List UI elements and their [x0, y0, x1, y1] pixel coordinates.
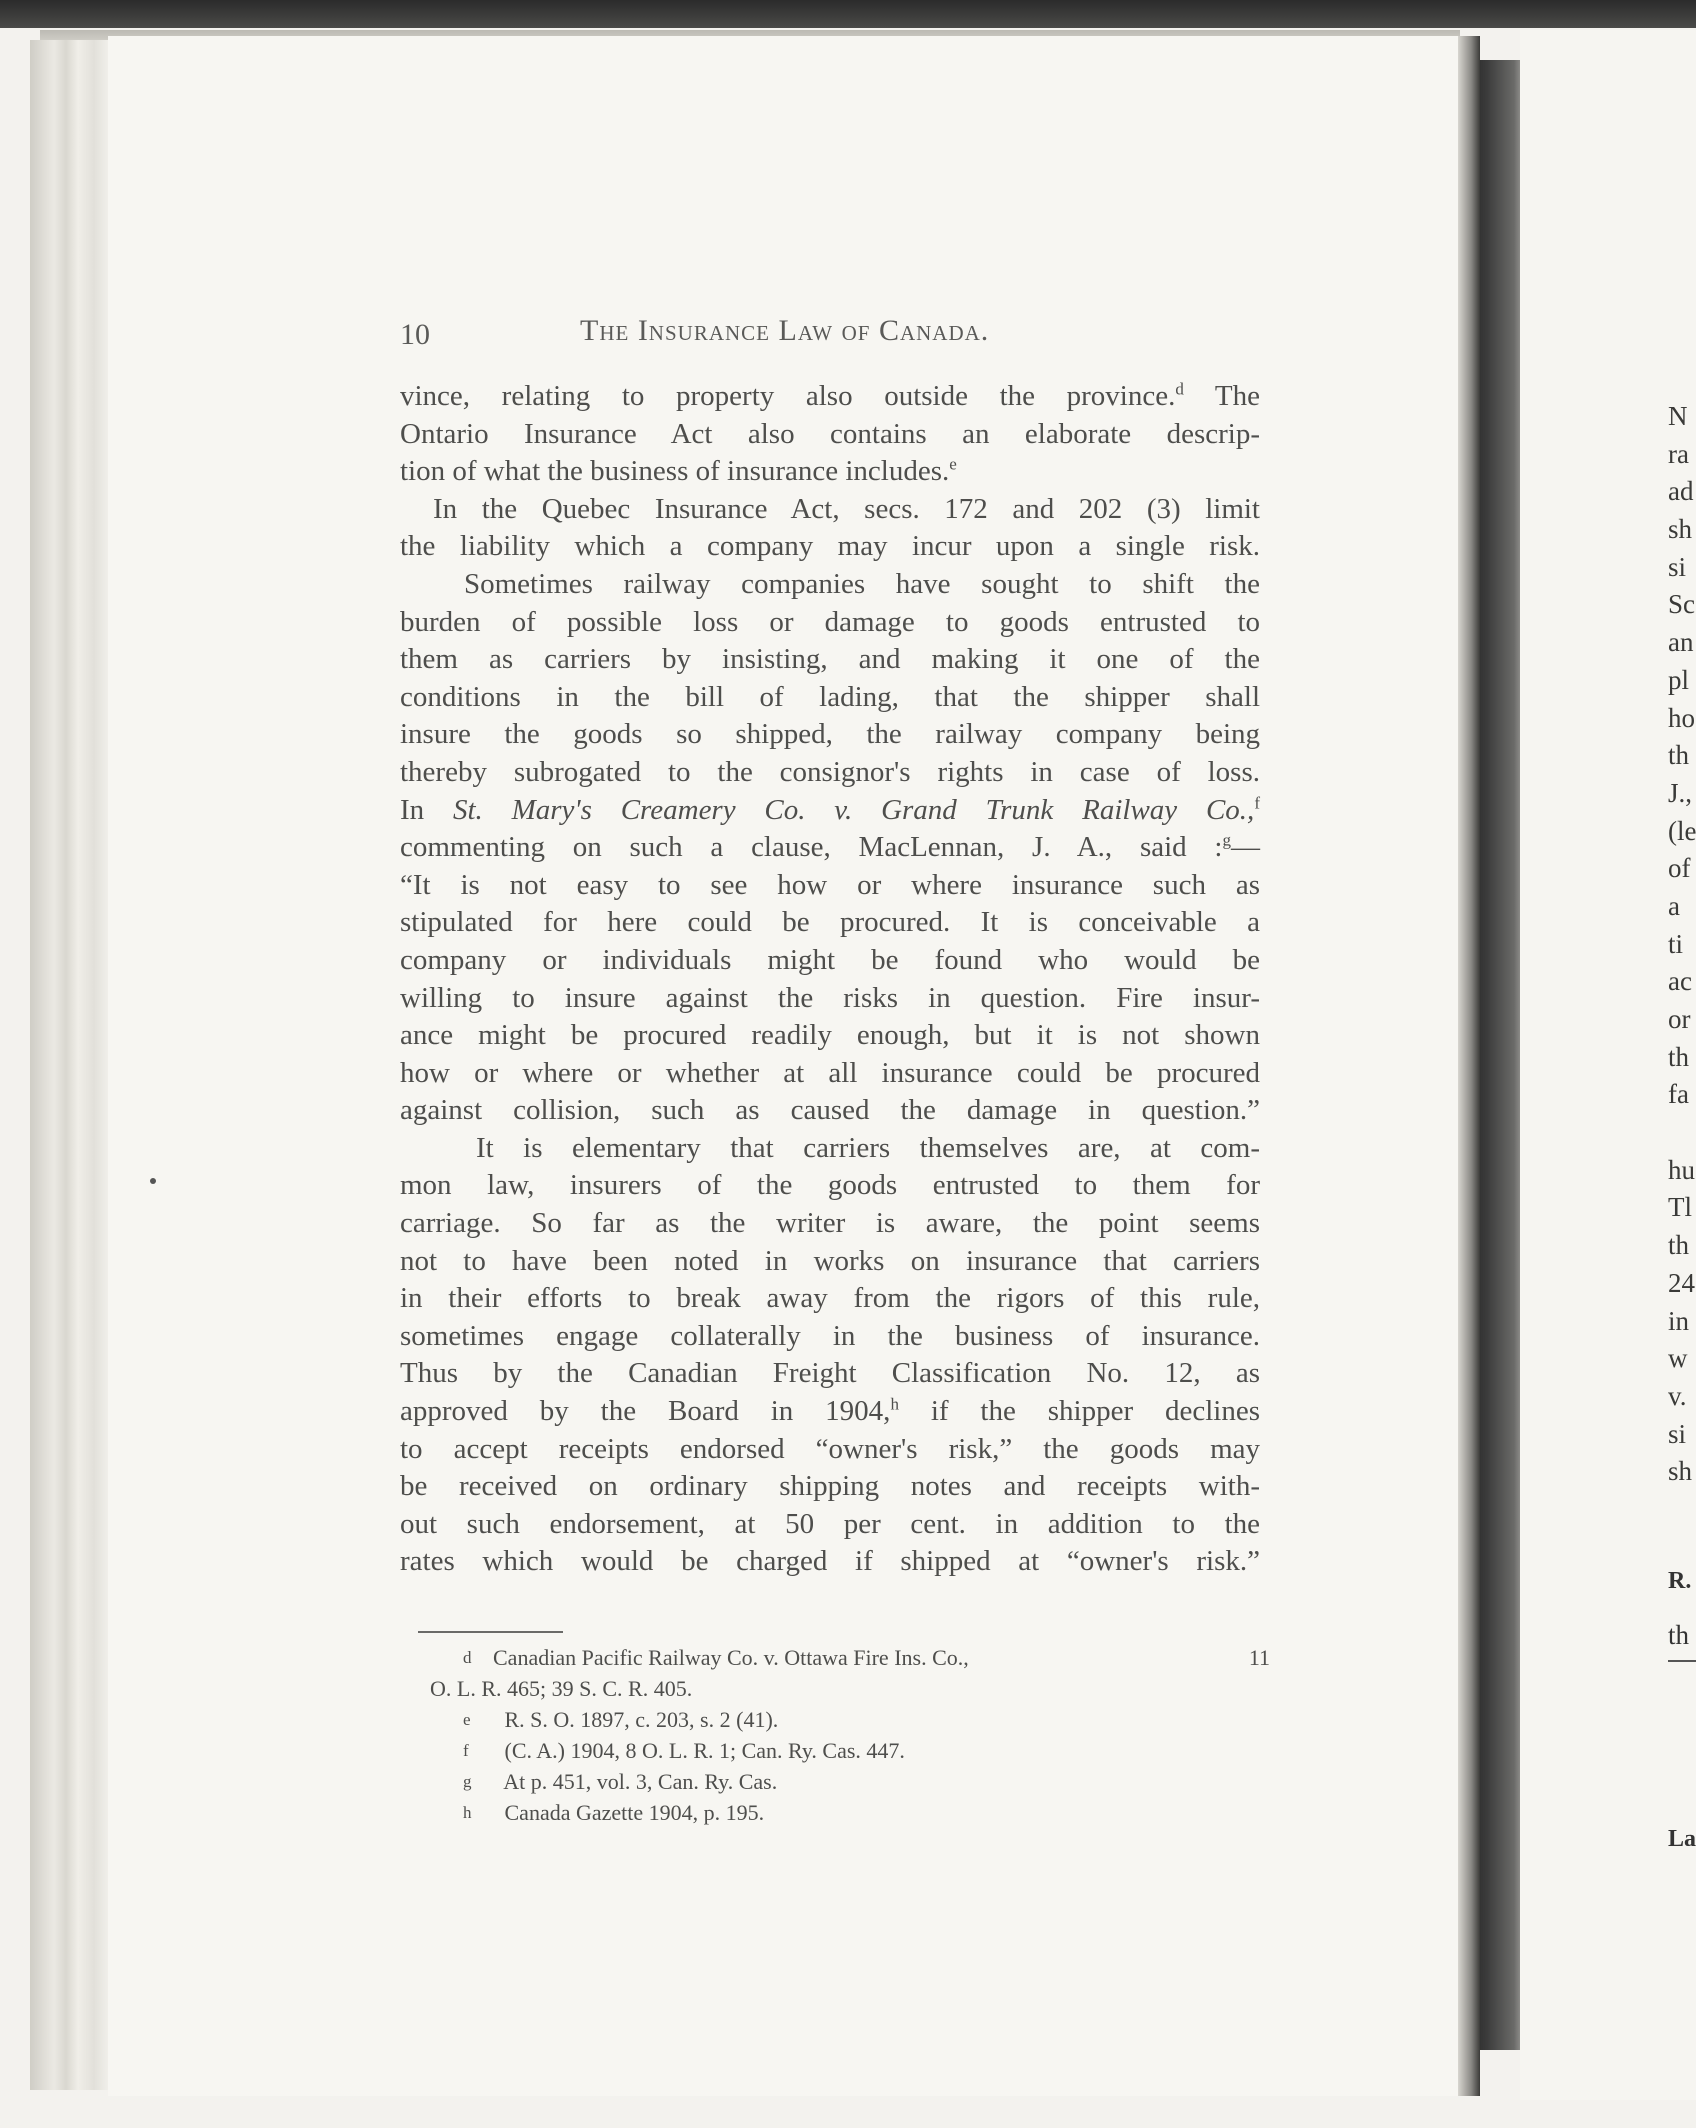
text-line: thereby subrogated to the consignor's rights in case of loss. — [400, 755, 1260, 788]
footnote-ref: g — [1222, 830, 1231, 850]
facing-page-fragment: sh — [1668, 1456, 1693, 1487]
text-line: Sometimes railway companies have sought to shift the — [464, 567, 1260, 600]
quote-line: company or individuals might be found who would be — [400, 943, 1260, 976]
facing-page-fragment: ad — [1668, 476, 1694, 507]
footnotes — [430, 1642, 1270, 1828]
text-line: sometimes engage collaterally in the business of insurance. — [400, 1319, 1260, 1352]
facing-page-fragment: 24 — [1668, 1267, 1695, 1298]
case-citation-line: In St. Mary's Creamery Co. v. Grand Trunk Railway Co.,$^f$ — [400, 792, 1260, 826]
facing-page-fragment: or — [1668, 1004, 1691, 1034]
facing-page-fragment: sh — [1668, 514, 1693, 545]
footnote-ref: d — [1175, 379, 1184, 399]
text-line: approved by the Board in 1904,$^h$ if the shipper declines — [400, 1394, 1261, 1428]
text-line: to accept receipts endorsed “owner's risk,” the goods may — [400, 1432, 1260, 1465]
text-line: Ontario Insurance Act also contains an elaborate descrip- — [400, 417, 1260, 450]
facing-page-fragment: ac — [1668, 966, 1692, 997]
facing-page-fragment: of — [1668, 853, 1691, 884]
facing-page-fragment: si — [1668, 551, 1687, 582]
text-line: tion of what the business of insurance includes.$^e$ — [400, 454, 957, 488]
text-line: out such endorsement, at 50 per cent. in addition to the — [400, 1507, 1260, 1540]
text-line: conditions in the bill of lading, that the shipper shall — [400, 680, 1260, 713]
facing-page-fragments — [1668, 398, 1696, 1491]
footnote-f: f (C. A.) 1904, 8 O. L. R. 1; Can. Ry. Cas. 447. — [430, 1735, 1270, 1766]
facing-page-fragment: (le — [1668, 815, 1696, 846]
facing-page-bottom-fragment: La — [1668, 1826, 1696, 1852]
body-text — [400, 378, 1260, 1581]
facing-page — [1520, 30, 1696, 2100]
page-number: 10 — [400, 318, 430, 351]
text-line: be received on ordinary shipping notes and receipts with- — [400, 1470, 1260, 1503]
text-line: the liability which a company may incur upon a single risk. — [400, 530, 1260, 563]
quote-line: how or where or whether at all insurance could be procured — [400, 1056, 1260, 1089]
footnote-h: h Canada Gazette 1904, p. 195. — [430, 1797, 1270, 1828]
text-line: rates which would be charged if shipped at “owner's risk.” — [400, 1545, 1260, 1578]
footnote-mark: g — [463, 1772, 472, 1791]
text-line: burden of possible loss or damage to goods entrusted to — [400, 605, 1260, 638]
facing-page-fragment: Tl — [1668, 1192, 1692, 1223]
quote-line: stipulated for here could be procured. It is conceivable a — [400, 906, 1260, 939]
running-title: The Insurance Law of Canada. — [580, 314, 990, 347]
text-line: commenting on such a clause, MacLennan, J. A., said :$^g$— — [400, 830, 1260, 864]
facing-page-fragment: th — [1668, 740, 1690, 771]
facing-page-fragment: v. — [1668, 1380, 1687, 1411]
text-line: carriage. So far as the writer is aware, the point seems — [400, 1207, 1260, 1240]
page-stack-left — [30, 40, 110, 2090]
facing-page-lower-fragment: th — [1668, 1620, 1690, 1650]
facing-page-fragment: pl — [1668, 664, 1690, 695]
text-line: vince, relating to property also outside the province.$^d$ The — [400, 379, 1261, 412]
book-top-edge — [0, 0, 1696, 28]
quote-line: willing to insure against the risks in question. Fire insur- — [400, 981, 1260, 1014]
footnote-e: e R. S. O. 1897, c. 203, s. 2 (41). — [430, 1704, 1270, 1735]
text-line: mon law, insurers of the goods entrusted to them for — [400, 1169, 1260, 1202]
page-header — [400, 312, 1270, 358]
text-line: them as carriers by insisting, and making it one of the — [400, 643, 1260, 676]
facing-page-fragment: ho — [1668, 702, 1695, 733]
quote-line: “It is not easy to see how or where insurance such as — [400, 868, 1260, 901]
text-line: In the Quebec Insurance Act, secs. 172 and 202 (3) limit — [433, 492, 1260, 525]
facing-page-bold-fragment: R. — [1668, 1568, 1692, 1594]
text-line: in their efforts to break away from the rigors of this rule, — [400, 1282, 1260, 1315]
footnote-mark: f — [463, 1741, 469, 1760]
text-line: Thus by the Canadian Freight Classification No. 12, as — [400, 1357, 1260, 1390]
text-line: insure the goods so shipped, the railway company being — [400, 718, 1260, 751]
facing-page-fragment — [1668, 1114, 1696, 1152]
facing-page-fragment: th — [1668, 1230, 1690, 1261]
facing-page-fragment: N — [1668, 401, 1688, 431]
quote-line: against collision, such as caused the damage in question.” — [400, 1094, 1260, 1127]
facing-page-fragment: ti — [1668, 928, 1684, 959]
footnote-g: g At p. 451, vol. 3, Can. Ry. Cas. — [430, 1766, 1270, 1797]
case-name: St. Mary's Creamery Co. v. Grand Trunk Railway Co., — [452, 793, 1255, 826]
footnote-mark: e — [463, 1710, 471, 1729]
footnote-mark: h — [463, 1803, 472, 1822]
footnote-d: d Canadian Pacific Railway Co. v. Ottawa Fire Ins. Co., 11 — [430, 1642, 1270, 1673]
footnote-ref: f — [1254, 792, 1260, 812]
footnote-mark: d — [463, 1648, 472, 1667]
facing-page-fragment: in — [1668, 1305, 1690, 1336]
facing-page-fragment: hu — [1668, 1154, 1695, 1185]
quote-line: ance might be procured readily enough, but it is not shown — [400, 1019, 1260, 1052]
facing-page-fragment: fa — [1668, 1079, 1689, 1110]
text-line: It is elementary that carriers themselves are, at com- — [476, 1131, 1260, 1164]
facing-page-fragment: w — [1668, 1343, 1688, 1374]
margin-mark — [150, 1178, 156, 1184]
footnote-ref: e — [949, 454, 957, 474]
facing-page-fragment: ra — [1668, 438, 1689, 469]
footnote-rule — [418, 1631, 563, 1633]
facing-page-fragment: Sc — [1668, 589, 1695, 620]
facing-page-rule — [1668, 1660, 1696, 1662]
facing-page-fragment: a — [1668, 890, 1680, 921]
facing-page-fragment: si — [1668, 1418, 1687, 1449]
facing-page-fragment: th — [1668, 1041, 1690, 1072]
text-line: not to have been noted in works on insurance that carriers — [400, 1244, 1260, 1277]
footnote-ref: h — [890, 1394, 899, 1414]
facing-page-fragment: J., — [1668, 777, 1693, 808]
facing-page-fragment: an — [1668, 627, 1694, 658]
page-gutter — [1458, 36, 1480, 2096]
footnote-d-continued: O. L. R. 465; 39 S. C. R. 405. — [430, 1676, 693, 1701]
